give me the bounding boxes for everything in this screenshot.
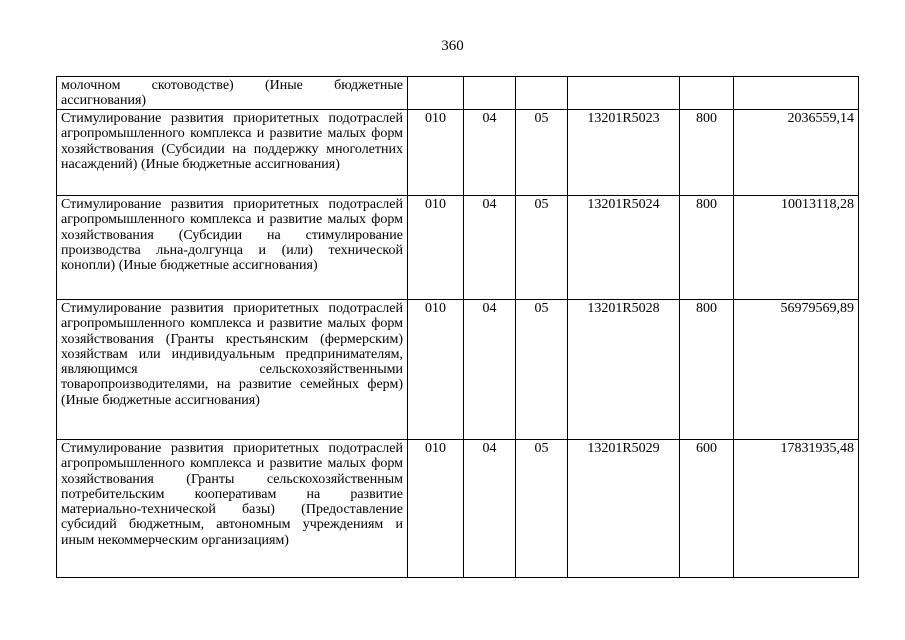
expense-type-code: 600 bbox=[680, 440, 734, 578]
empty-cell bbox=[408, 77, 464, 110]
table-row bbox=[57, 196, 859, 300]
section-code: 04 bbox=[464, 300, 516, 440]
amount: 2036559,14 bbox=[734, 110, 859, 196]
row-description: Стимулирование развития приоритетных подотраслей агропромышленного комплекса и развитие малых форм хозяйствования (Субсидии на поддержку многолетних насаждений) (Иные бюджетные ассигнования) bbox=[57, 110, 408, 196]
amount: 17831935,48 bbox=[734, 440, 859, 578]
subsection-code: 05 bbox=[516, 440, 568, 578]
row-description: молочном скотоводстве) (Иные бюджетные ассигнования) bbox=[57, 77, 408, 110]
amount: 56979569,89 bbox=[734, 300, 859, 440]
page-number: 360 bbox=[441, 38, 464, 54]
ministry-code: 010 bbox=[408, 110, 464, 196]
row-description: Стимулирование развития приоритетных подотраслей агропромышленного комплекса и развитие малых форм хозяйствования (Гранты крестьянским (фермерским) хозяйствам или индивидуальным предпринимателям, являющимся сельскохозяйственными товаропроизводителями, на развитие семейных ферм) (Иные бюджетные ассигнования) bbox=[57, 300, 408, 440]
expense-type-code: 800 bbox=[680, 196, 734, 300]
section-code: 04 bbox=[464, 110, 516, 196]
ministry-code: 010 bbox=[408, 196, 464, 300]
section-code: 04 bbox=[464, 196, 516, 300]
empty-cell bbox=[516, 77, 568, 110]
table-row-continuation bbox=[57, 77, 859, 110]
target-article-code: 13201R5023 bbox=[568, 110, 680, 196]
target-article-code: 13201R5029 bbox=[568, 440, 680, 578]
subsection-code: 05 bbox=[516, 300, 568, 440]
section-code: 04 bbox=[464, 440, 516, 578]
empty-cell bbox=[464, 77, 516, 110]
empty-cell bbox=[734, 77, 859, 110]
empty-cell bbox=[568, 77, 680, 110]
subsection-code: 05 bbox=[516, 196, 568, 300]
target-article-code: 13201R5028 bbox=[568, 300, 680, 440]
subsection-code: 05 bbox=[516, 110, 568, 196]
ministry-code: 010 bbox=[408, 300, 464, 440]
table-row bbox=[57, 110, 859, 196]
target-article-code: 13201R5024 bbox=[568, 196, 680, 300]
amount: 10013118,28 bbox=[734, 196, 859, 300]
budget-table bbox=[56, 76, 859, 578]
expense-type-code: 800 bbox=[680, 300, 734, 440]
expense-type-code: 800 bbox=[680, 110, 734, 196]
row-description: Стимулирование развития приоритетных подотраслей агропромышленного комплекса и развитие малых форм хозяйствования (Субсидии на стимулирование производства льна-долгунца и (или) технической конопли) (Иные бюджетные ассигнования) bbox=[57, 196, 408, 300]
table-row bbox=[57, 300, 859, 440]
ministry-code: 010 bbox=[408, 440, 464, 578]
table-row bbox=[57, 440, 859, 578]
row-description: Стимулирование развития приоритетных подотраслей агропромышленного комплекса и развитие малых форм хозяйствования (Гранты сельскохозяйственным потребительским кооперативам на развитие материально-технической базы) (Предоставление субсидий бюджетным, автономным учреждениям и иным некоммерческим организациям) bbox=[57, 440, 408, 578]
empty-cell bbox=[680, 77, 734, 110]
